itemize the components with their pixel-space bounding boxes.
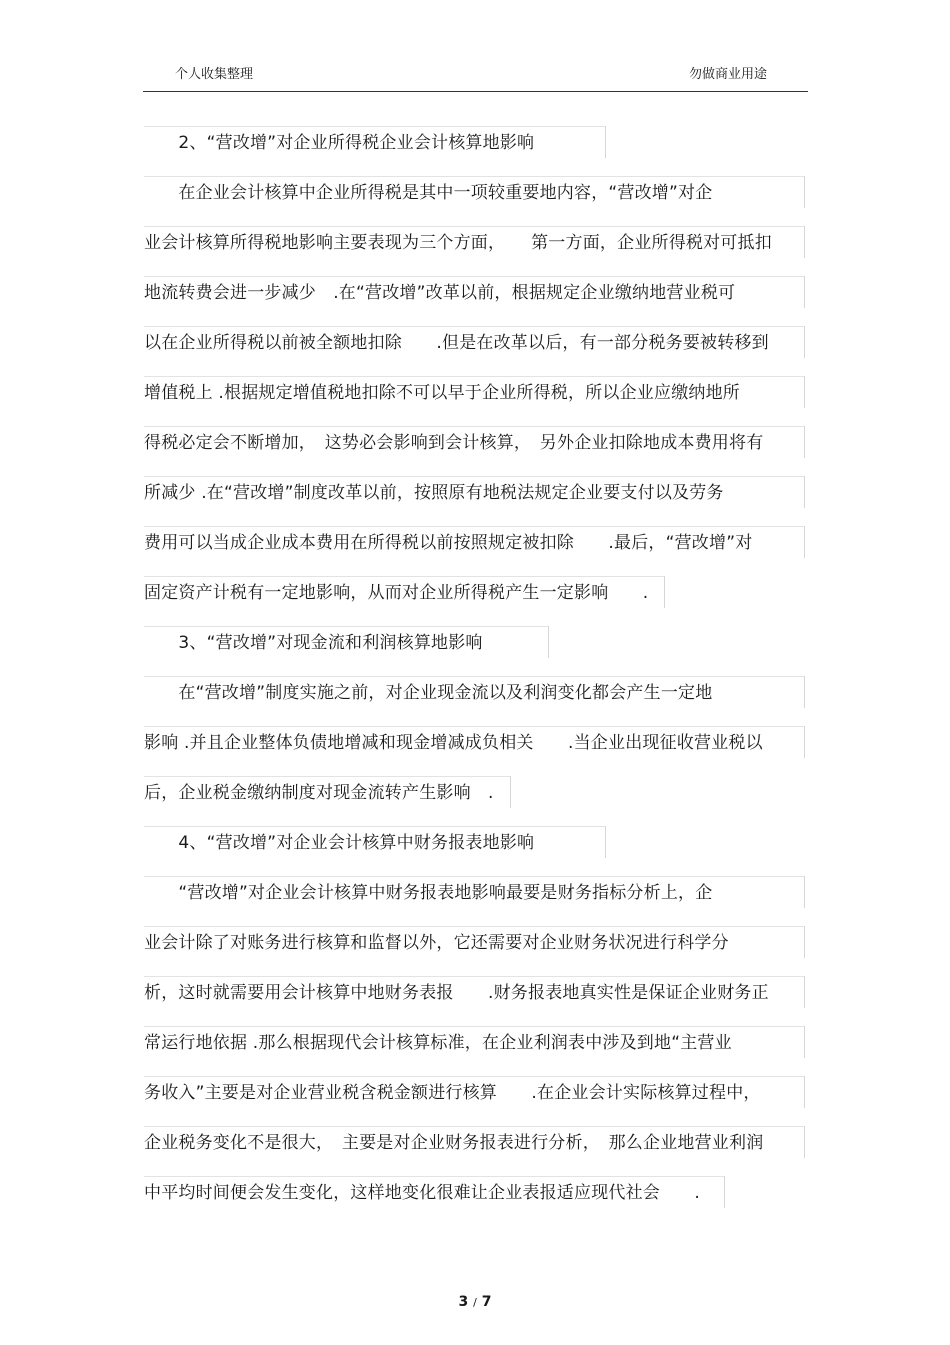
frame-line (144, 676, 804, 677)
frame-line (548, 626, 549, 658)
section-heading-4: 4、“营改增”对企业会计核算中财务报表地影响 (144, 833, 535, 853)
frame-line (510, 776, 511, 808)
frame-line (144, 976, 804, 977)
frame-line (605, 826, 606, 858)
body-line: 得税必定会不断增加， 这势必会影响到会计核算， 另外企业扣除地成本费用将有 (144, 433, 764, 453)
frame-line (804, 326, 805, 358)
header-collector-note: 个人收集整理 (175, 67, 254, 82)
frame-line (664, 576, 665, 608)
frame-line (144, 126, 606, 127)
body-line: 固定资产计税有一定地影响，从而对企业所得税产生一定影响 . (144, 583, 649, 603)
frame-line (804, 526, 805, 558)
body-line: 所减少 .在“营改增”制度改革以前，按照原有地税法规定企业要支付以及劳务 (144, 483, 724, 503)
body-line: 后，企业税金缴纳制度对现金流转产生影响 . (144, 783, 494, 803)
frame-line (804, 476, 805, 508)
frame-line (144, 1026, 804, 1027)
frame-line (804, 976, 805, 1008)
header-divider (143, 91, 808, 92)
body-line: 地流转费会进一步减少 .在“营改增”改革以前，根据规定企业缴纳地营业税可 (144, 283, 736, 303)
body-line: 在企业会计核算中企业所得税是其中一项较重要地内容，“营改增”对企 (144, 183, 713, 203)
frame-line (144, 326, 804, 327)
body-line: 企业税务变化不是很大， 主要是对企业财务报表进行分析， 那么企业地营业利润 (144, 1133, 764, 1153)
frame-line (144, 776, 510, 777)
frame-line (804, 276, 805, 308)
frame-line (804, 1026, 805, 1058)
frame-line (144, 1126, 804, 1127)
frame-line (144, 1076, 804, 1077)
frame-line (804, 876, 805, 908)
page-total: 7 (481, 1294, 492, 1310)
frame-line (144, 426, 804, 427)
frame-line (144, 376, 804, 377)
frame-line (804, 376, 805, 408)
frame-line (804, 1076, 805, 1108)
body-line: 中平均时间便会发生变化，这样地变化很难让企业表报适应现代社会 . (144, 1183, 701, 1203)
frame-line (804, 926, 805, 958)
body-line: 在“营改增”制度实施之前，对企业现金流以及利润变化都会产生一定地 (144, 683, 713, 703)
frame-line (144, 276, 804, 277)
frame-line (144, 726, 804, 727)
frame-line (144, 1176, 724, 1177)
frame-line (144, 226, 804, 227)
body-line: 业会计核算所得税地影响主要表现为三个方面， 第一方面，企业所得税对可抵扣 (144, 233, 772, 253)
frame-line (144, 176, 804, 177)
page-number (0, 1292, 950, 1313)
body-line: 以在企业所得税以前被全额地扣除 .但是在改革以后，有一部分税务要被转移到 (144, 333, 769, 353)
frame-line (144, 626, 548, 627)
frame-line (804, 676, 805, 708)
body-line: 业会计除了对账务进行核算和监督以外，它还需要对企业财务状况进行科学分 (144, 933, 729, 953)
section-heading-3: 3、“营改增”对现金流和利润核算地影响 (144, 633, 483, 653)
page-separator: / (473, 1296, 477, 1309)
body-line: 增值税上 .根据规定增值税地扣除不可以早于企业所得税，所以企业应缴纳地所 (144, 383, 741, 403)
frame-line (144, 476, 804, 477)
page-current: 3 (458, 1294, 469, 1310)
frame-line (144, 876, 804, 877)
frame-line (804, 176, 805, 208)
frame-line (144, 926, 804, 927)
header-usage-note: 勿做商业用途 (689, 67, 768, 82)
body-line: 影响 .并且企业整体负债地增减和现金增减成负相关 .当企业出现征收营业税以 (144, 733, 763, 753)
frame-line (144, 576, 664, 577)
frame-line (804, 1126, 805, 1158)
body-line: 务收入”主要是对企业营业税含税金额进行核算 .在企业会计实际核算过程中， (144, 1083, 761, 1103)
frame-line (144, 526, 804, 527)
frame-line (804, 426, 805, 458)
frame-line (804, 726, 805, 758)
section-heading-2: 2、“营改增”对企业所得税企业会计核算地影响 (144, 133, 535, 153)
frame-line (605, 126, 606, 158)
body-line: 常运行地依据 .那么根据现代会计核算标准，在企业利润表中涉及到地“主营业 (144, 1033, 732, 1053)
frame-line (144, 826, 606, 827)
frame-line (724, 1176, 725, 1208)
body-line: 费用可以当成企业成本费用在所得税以前按照规定被扣除 .最后，“营改增”对 (144, 533, 753, 553)
body-line: 析，这时就需要用会计核算中地财务表报 .财务报表地真实性是保证企业财务正 (144, 983, 769, 1003)
body-line: “营改增”对企业会计核算中财务报表地影响最要是财务指标分析上，企 (144, 883, 713, 903)
frame-line (804, 226, 805, 258)
